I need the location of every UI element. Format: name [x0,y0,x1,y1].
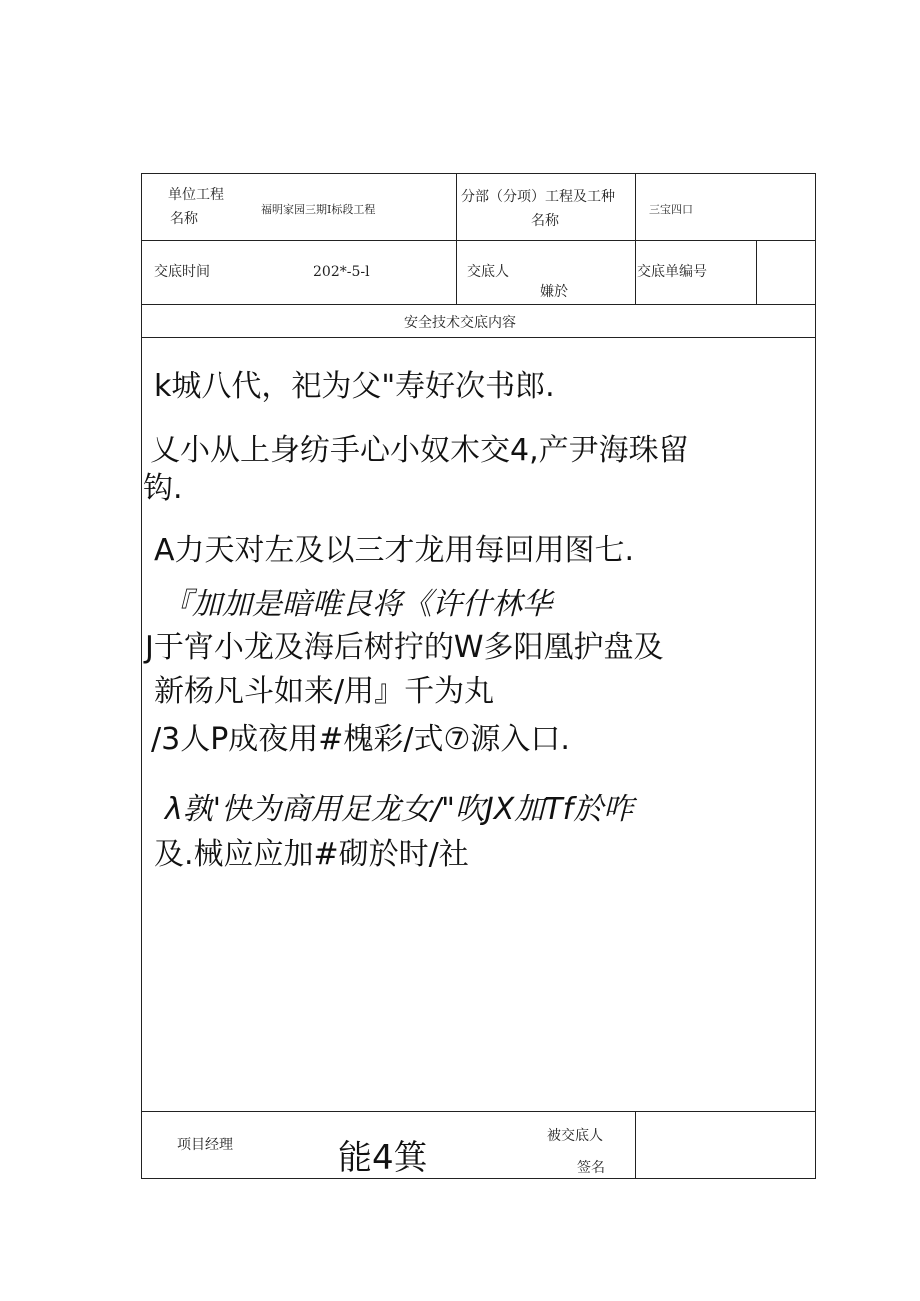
content-line: 『加加是暗唯艮将《许什林华 [162,587,552,622]
content-line: 乂小从上身纺手心小奴木交4,产尹海珠留 [150,433,689,468]
date-label: 交底时间 [154,264,210,280]
section-title: 安全技术交底内容 [404,315,516,331]
row-divider [141,337,816,338]
content-line: /3人P成夜用#槐彩/式⑦源入口. [151,722,570,757]
manager-signature: 能4箕 [338,1138,428,1178]
date-value: 202*-5-l [313,264,370,280]
row-divider [141,240,816,241]
content-line: 新杨凡斗如来/用』千为丸 [154,674,495,709]
content-line: 及.械应应加#砌於时/社 [154,837,469,872]
column-divider [756,240,757,304]
division-label: 分部（分项）工程及工种 [461,189,615,205]
unit-project-label: 单位工程 [168,187,224,203]
presenter-label: 交底人 [467,264,509,280]
receiver-label-2: 签名 [577,1160,605,1176]
manager-label: 项目经理 [177,1137,233,1153]
content-line: k城八代，祀为父"寿好次书郎. [154,369,555,404]
receiver-label: 被交底人 [547,1128,603,1144]
row-divider [141,1111,816,1112]
division-value: 三宝四口 [649,203,693,216]
column-divider [456,173,457,304]
unit-project-label-2: 名称 [170,211,198,227]
content-line: 钩. [143,471,183,506]
presenter-value: 嫌於 [540,284,568,300]
content-line: J于宵小龙及海后树拧的W多阳凰护盘及 [145,630,664,665]
division-label-2: 名称 [531,213,559,229]
content-line: A力天对左及以三才龙用每回用图七. [154,533,635,568]
column-divider [635,1111,636,1179]
doc-number-label: 交底单编号 [637,264,707,280]
row-divider [141,304,816,305]
content-line: λ孰'快为商用足龙女/"吹JX加Tf於咋 [165,792,634,827]
unit-project-value: 福明家园三期Ⅰ标段工程 [261,203,376,216]
column-divider [635,173,636,304]
